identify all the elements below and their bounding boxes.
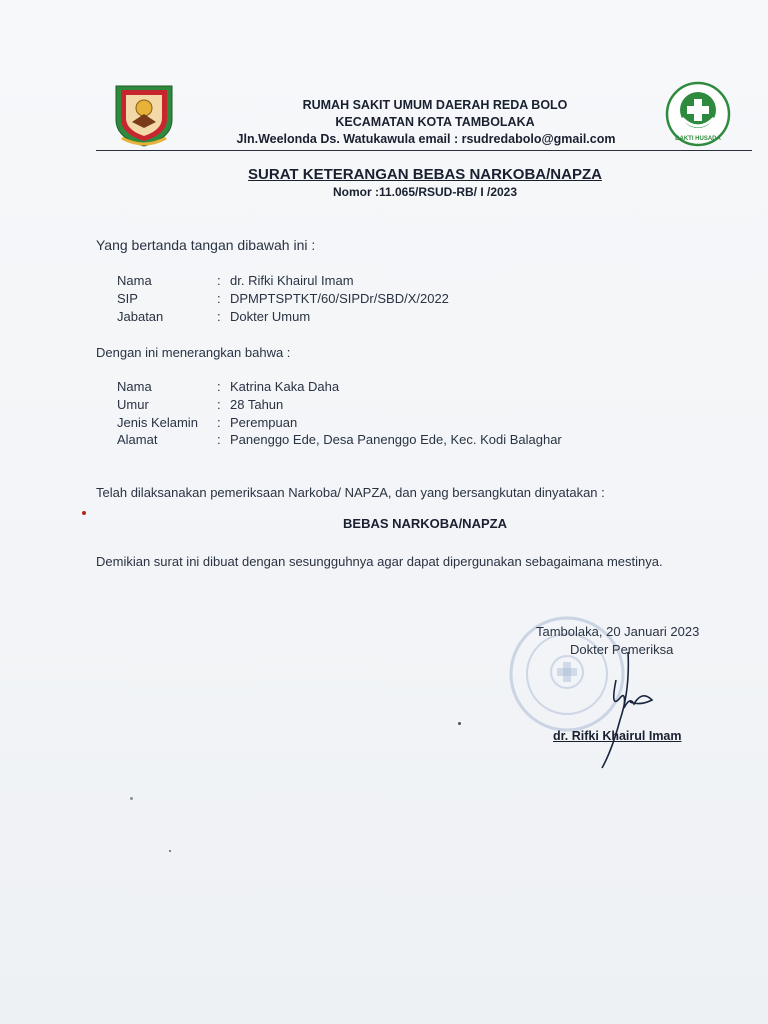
- document-number: Nomor :11.065/RSUD-RB/ I /2023: [332, 185, 518, 199]
- field-separator: :: [217, 379, 221, 394]
- field-label: Nama: [117, 273, 152, 288]
- field-separator: :: [217, 432, 221, 447]
- district-name: KECAMATAN KOTA TAMBOLAKA: [335, 115, 535, 129]
- field-value: Perempuan: [230, 415, 298, 430]
- bakti-husada-logo-icon: [664, 80, 732, 148]
- bakti-husada-text: BAKTI HUSADA: [675, 136, 721, 142]
- field-separator: :: [217, 397, 221, 412]
- field-value: 28 Tahun: [230, 397, 284, 412]
- intro-text: Yang bertanda tangan dibawah ini :: [96, 237, 316, 253]
- closing-text: Demikian surat ini dibuat dengan sesungguhnya agar dapat dipergunakan sebagaimana mestinya.: [96, 554, 663, 569]
- field-label: Nama: [117, 379, 152, 394]
- signature-place-date: Tambolaka, 20 Januari 2023: [536, 624, 700, 639]
- field-value: Katrina Kaka Daha: [230, 379, 340, 394]
- regency-coat-of-arms-icon: [108, 80, 180, 150]
- field-label: Jenis Kelamin: [117, 415, 198, 430]
- handwritten-signature-icon: [590, 650, 660, 770]
- field-value: Panenggo Ede, Desa Panenggo Ede, Kec. Kodi Balaghar: [230, 432, 562, 447]
- hospital-name: RUMAH SAKIT UMUM DAERAH REDA BOLO: [302, 98, 568, 112]
- header-rule: [96, 150, 752, 151]
- field-value: dr. Rifki Khairul Imam: [230, 273, 354, 288]
- field-separator: :: [217, 309, 221, 324]
- field-value: Dokter Umum: [230, 309, 311, 324]
- statement-text: Dengan ini menerangkan bahwa :: [96, 345, 291, 360]
- verdict-text: BEBAS NARKOBA/NAPZA: [343, 516, 507, 531]
- field-separator: :: [217, 273, 221, 288]
- scan-speck: [458, 722, 461, 725]
- field-separator: :: [217, 291, 221, 306]
- scan-speck: [130, 797, 133, 800]
- signature-role: Dokter Pemeriksa: [570, 642, 674, 657]
- examination-text: Telah dilaksanakan pemeriksaan Narkoba/ NAPZA, dan yang bersangkutan dinyatakan :: [96, 485, 605, 500]
- signatory-name: dr. Rifki Khairul Imam: [553, 729, 682, 743]
- hospital-address: Jln.Weelonda Ds. Watukawula email : rsudredabolo@gmail.com: [236, 132, 616, 146]
- field-label: Jabatan: [117, 309, 164, 324]
- field-label: Umur: [117, 397, 149, 412]
- field-label: Alamat: [117, 432, 158, 447]
- field-separator: :: [217, 415, 221, 430]
- field-label: SIP: [117, 291, 138, 306]
- red-ink-mark: [82, 511, 86, 515]
- scan-speck: [169, 850, 171, 852]
- document-title: SURAT KETERANGAN BEBAS NARKOBA/NAPZA: [248, 166, 602, 183]
- field-value: DPMPTSPTKT/60/SIPDr/SBD/X/2022: [230, 291, 449, 306]
